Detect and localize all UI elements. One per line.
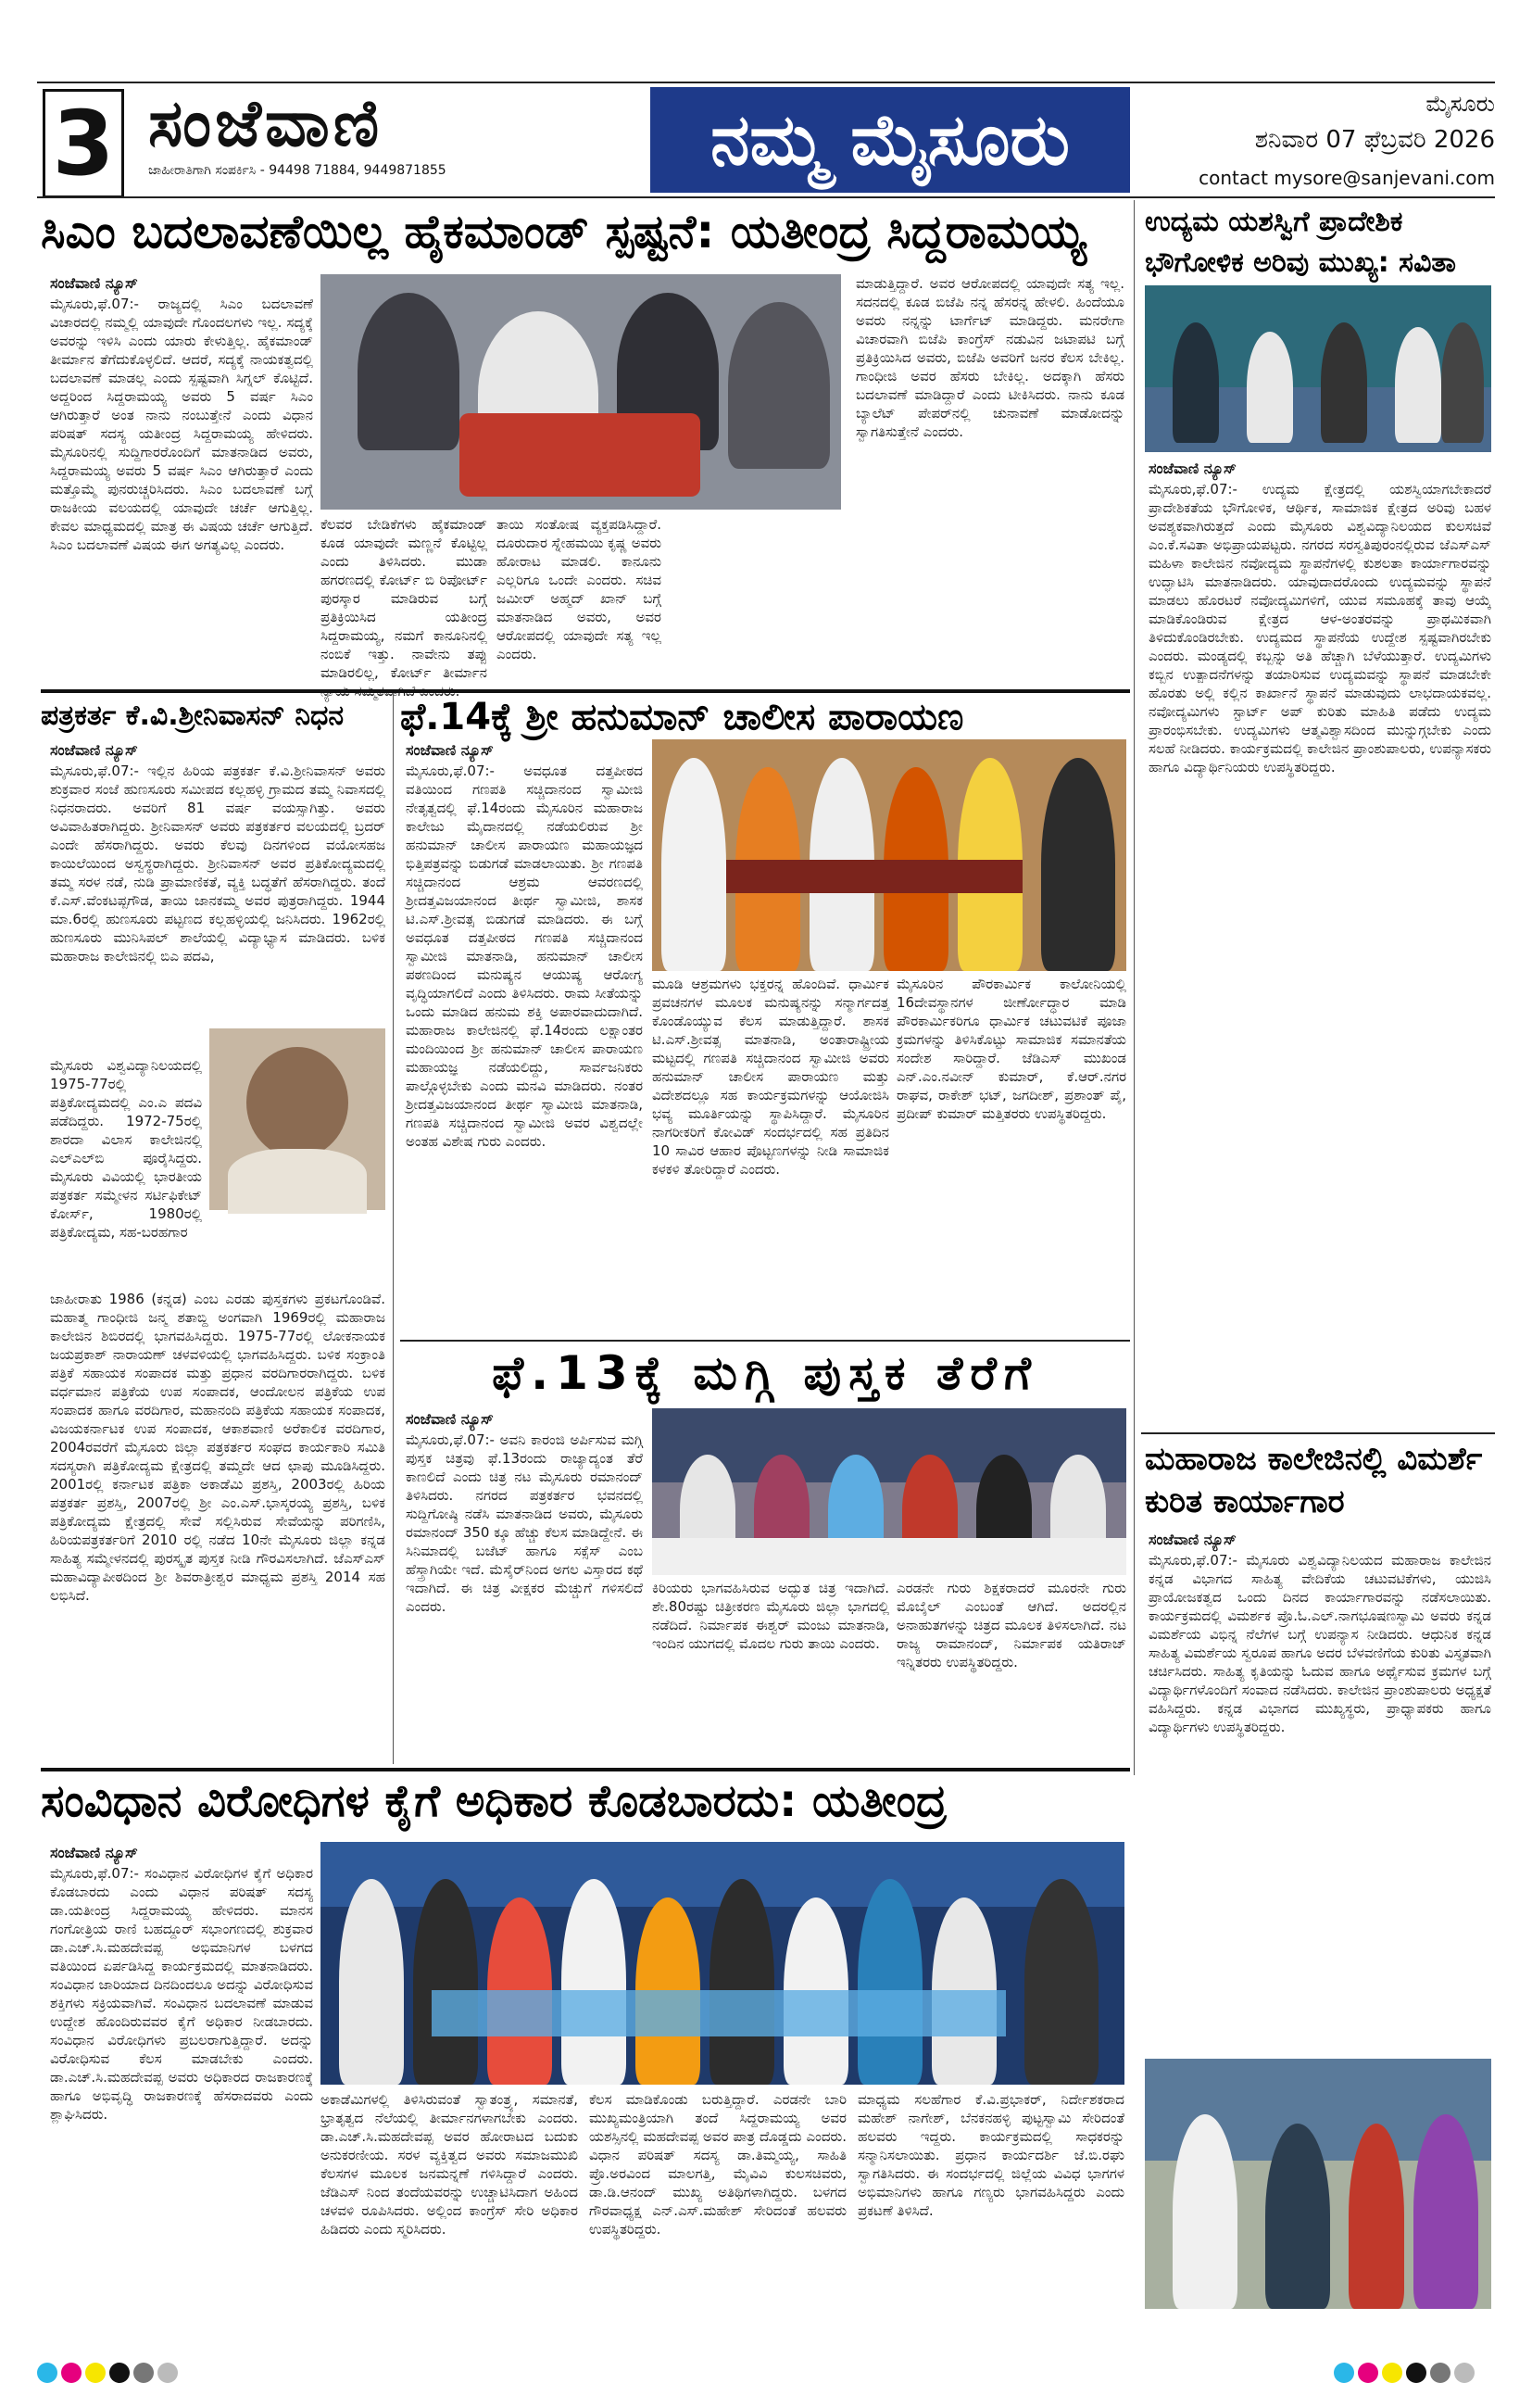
column-rule — [393, 693, 394, 1764]
headline-obit: ಪತ್ರಕರ್ತ ಕೆ.ವಿ.ಶ್ರೀನಿವಾಸನ್ ನಿಧನ — [41, 700, 345, 732]
light-grey-swatch — [157, 2363, 178, 2383]
edition-date: ಶನಿವಾರ 07 ಫೆಬ್ರವರಿ 2026 — [1254, 126, 1495, 154]
article-hanuman-col1: ಮೈಸೂರು,ಫೆ.07:- ಅವಧೂತ ದತ್ತಪೀಠದ ವತಿಯಿಂದ ಗಣಪತಿ ಸಚ್ಚಿದಾನಂದ ಸ್ವಾಮೀಜಿ ನೇತೃತ್ವದಲ್ಲಿ ಫೆ.14ರಂದು ಮೈಸೂರಿನ ಮಹಾರಾಜ ಕಾಲೇಜು ಮೈದಾನದಲ್ಲಿ ನಡೆಯಲಿರುವ ಶ್ರೀ ಹನುಮಾನ್ ಚಾಲೀಸ ಪಾರಾಯಣ ಮಹಾಯಜ್ಞದ ಭಿತ್ತಿಪತ್ರವನ್ನು ಬಿಡುಗಡೆ ಮಾಡಲಾಯಿತು. ಶ್ರೀ ಗಣಪತಿ ಸಚ್ಚಿದಾನಂದ ಆಶ್ರಮ ಆವರಣದಲ್ಲಿ ಶ್ರೀದತ್ತವಿಜಯಾನಂದ ತೀರ್ಥ ಸ್ವಾಮೀಜಿ, ಶಾಸಕ ಟಿ.ಎಸ್.ಶ್ರೀವತ್ಸ ಬಿಡುಗಡೆ ಮಾಡಿದರು. ಈ ಬಗ್ಗೆ ಅವಧೂತ ದತ್ತಪೀಠದ ಗಣಪತಿ ಸಚ್ಚಿದಾನಂದ ಸ್ವಾಮೀಜಿ ಮಾತನಾಡಿ, ಹನುಮಾನ್ ಚಾಲೀಸ ಪಠಣದಿಂದ ಮನುಷ್ಯನ ಆಯುಷ್ಯ ಆರೋಗ್ಯ ವೃದ್ಧಿಯಾಗಲಿದೆ ಎಂದು ತಿಳಿಸಿದರು. ರಾಮ ಸೀತೆಯನ್ನು ಒಂದು ಮಾಡಿದ ಹನುಮ ಶಕ್ತಿ ಅಪಾರವಾದುದಾಗಿದೆ. ಮಹಾರಾಜ ಕಾಲೇಜಿನಲ್ಲಿ ಫೆ.14ರಂದು ಲಕ್ಷಾಂತರ ಮಂದಿಯಿಂದ ಶ್ರೀ ಹನುಮಾನ್ ಚಾಲೀಸ ಪಾರಾಯಣ ಮಹಾಯಜ್ಞ ನಡೆಯಲಿದ್ದು, ಸಾರ್ವಜನಿಕರು ಪಾಲ್ಗೊಳ್ಳಬೇಕು ಎಂದು ಮನವಿ ಮಾಡಿದರು. ನಂತರ ಶ್ರೀದತ್ತವಿಜಯಾನಂದ ತೀರ್ಥ ಸ್ವಾಮೀಜಿ ಮಾತನಾಡಿ, ಗಣಪತಿ ಸಚ್ಚಿದಾನಂದ ಸ್ವಾಮೀಜಿ ಅವರ ವಿಶ್ವದಲ್ಲೇ ಅಂತಹ ವಿಶೇಷ ಗುರು ಎಂದರು. — [406, 763, 643, 1150]
magenta-swatch — [1358, 2363, 1378, 2383]
article-obit-col2: ಮೈಸೂರು ವಿಶ್ವವಿದ್ಯಾನಿಲಯದಲ್ಲಿ 1975-77ರಲ್ಲಿ ಪತ್ರಿಕೋದ್ಯಮದಲ್ಲಿ ಎಂ.ಎ ಪದವಿ ಪಡೆದಿದ್ದರು. 1972-75ರಲ್ಲಿ ಶಾರದಾ ವಿಲಾಸ ಕಾಲೇಜಿನಲ್ಲಿ ಎಲ್‌ಎಲ್‌ಬಿ ಪೂರೈಸಿದ್ದರು. ಮೈಸೂರು ವಿವಿಯಲ್ಲಿ ಭಾರತೀಯ ಪತ್ರಕರ್ತ ಸಮ್ಮೇಳನ ಸರ್ಟಿಫಿಕೇಟ್ ಕೋರ್ಸ್, 1980ರಲ್ಲಿ ಪತ್ರಿಕೋದ್ಯಮ, ಸಹ-ಬರಹಗಾರ — [50, 1057, 202, 1241]
article-constitution-col3: ಕೆಲಸ ಮಾಡಿಕೊಂಡು ಬರುತ್ತಿದ್ದಾರೆ. ಎರಡನೇ ಬಾರಿ ಮುಖ್ಯಮಂತ್ರಿಯಾಗಿ ತಂದೆ ಸಿದ್ದರಾಮಯ್ಯ ಅವರ ಯಶಸ್ಸಿನಲ್ಲಿ ಮಹದೇವಪ್ಪ ಅವರ ಪಾತ್ರ ದೊಡ್ಡದು ಎಂದರು. ವಿಧಾನ ಪರಿಷತ್ ಸದಸ್ಯ ಡಾ.ತಿಮ್ಮಯ್ಯ, ಸಾಹಿತಿ ಪ್ರೊ.ಅರವಿಂದ ಮಾಲಗತ್ತಿ, ಮೈವಿವಿ ಕುಲಸಚಿವರು, ಡಾ.ಡಿ.ಆನಂದ್ ಮುಖ್ಯ ಅತಿಥಿಗಳಾಗಿದ್ದರು. ಬಳಗದ ಗೌರವಾಧ್ಯಕ್ಷ ಎನ್.ಎಸ್.ಮಹೇಶ್ ಸೇರಿದಂತೆ ಹಲವರು ಉಪಸ್ಥಿತರಿದ್ದರು. — [589, 2091, 847, 2238]
article-maggi-col2: ಕಿರಿಯರು ಭಾಗವಹಿಸಿರುವ ಅದ್ಭುತ ಚಿತ್ರ ಇದಾಗಿದೆ. ಶೇ.80ರಷ್ಟು ಚಿತ್ರೀಕರಣ ಮೈಸೂರು ಜಿಲ್ಲಾ ಭಾಗದಲ್ಲಿ ನಡೆದಿದೆ. ನಿರ್ಮಾಪಕ ಈಶ್ವರ್ ಮಂಜು ಮಾತನಾಡಿ, ಇಂದಿನ ಯುಗದಲ್ಲಿ ಮೊದಲ ಗುರು ತಾಯಿ ಎಂದರು. — [652, 1580, 889, 1652]
headline-side2: ಮಹಾರಾಜ ಕಾಲೇಜಿನಲ್ಲಿ ವಿಮರ್ಶೆ ಕುರಿತ ಕಾರ್ಯಾಗಾರ — [1145, 1441, 1483, 1520]
black-swatch — [1406, 2363, 1426, 2383]
divider — [1141, 1432, 1495, 1434]
article-hanuman-col2: ಮೂಡಿ ಆಶ್ರಮಗಳು ಭಕ್ತರನ್ನ ಹೊಂದಿವೆ. ಧಾರ್ಮಿಕ ಪ್ರವಚನಗಳ ಮೂಲಕ ಮನುಷ್ಯನನ್ನು ಸನ್ಮಾರ್ಗದತ್ತ ಕೊಂಡೊಯ್ಯುವ ಕೆಲಸ ಮಾಡುತ್ತಿದ್ದಾರೆ. ಶಾಸಕ ಟಿ.ಎಸ್.ಶ್ರೀವತ್ಸ ಮಾತನಾಡಿ, ಅಂತಾರಾಷ್ಟ್ರೀಯ ಮಟ್ಟದಲ್ಲಿ ಗಣಪತಿ ಸಚ್ಚಿದಾನಂದ ಸ್ವಾಮೀಜಿ ಅವರು ಹನುಮಾನ್ ಚಾಲೀಸ ಪಾರಾಯಣ ಮತ್ತು ವಿದೇಶದಲ್ಲೂ ಸಹ ಕಾರ್ಯಕ್ರಮಗಳನ್ನು ಆಯೋಜಿಸಿ ಭವ್ಯ ಮೂರ್ತಿಯನ್ನು ಸ್ಥಾಪಿಸಿದ್ದಾರೆ. ಮೈಸೂರಿನ ನಾಗರೀಕರಿಗೆ ಕೋವಿಡ್ ಸಂದರ್ಭದಲ್ಲಿ ಸಹ ಪ್ರತಿದಿನ 10 ಸಾವಿರ ಆಹಾರ ಪೊಟ್ಟಣಗಳನ್ನು ನೀಡಿ ಸಾಮಾಜಿಕ ಕಳಕಳಿ ತೋರಿದ್ದಾರೆ ಎಂದರು. — [652, 976, 889, 1178]
yellow-swatch — [85, 2363, 106, 2383]
byline-side2: ಸಂಜೆವಾಣಿ ನ್ಯೂಸ್ — [1149, 1531, 1237, 1548]
masthead-logo: ಸಂಜೆವಾಣಿ — [148, 84, 383, 161]
caption-cm: ಕೆಲವರ ಬೇಡಿಕೆಗಳು ಹೈಕಮಾಂಡ್ ಕೂಡ ಯಾವುದೇ ಮಣ್ಣನೆ ಕೊಟ್ಟಿಲ್ಲ ಎಂದು ತಿಳಿಸಿದರು. ಮುಡಾ ಹಗರಣದಲ್ಲಿ ಕೋರ್ಟ್ ಬಿ ರಿಪೋರ್ಟ್ ಪುರಸ್ಕಾರ ಮಾಡಿರುವ ಬಗ್ಗೆ ಪ್ರತಿಕ್ರಿಯಿಸಿದ ಯತೀಂದ್ರ ಸಿದ್ದರಾಮಯ್ಯ, ನಮಗೆ ಕಾನೂನಿನಲ್ಲಿ ನಂಬಿಕೆ ಇತ್ತು. ನಾವೇನು ತಪ್ಪು ಮಾಡಿರಲಿಲ್ಲ, ಕೋರ್ಟ್ ತೀರ್ಮಾನ — [320, 516, 487, 681]
cyan-swatch — [37, 2363, 57, 2383]
page-number: 3 — [43, 89, 124, 198]
headline-side1: ಉದ್ಯಮ ಯಶಸ್ವಿಗೆ ಪ್ರಾದೇಶಿಕ ಭೌಗೋಳಿಕ ಅರಿವು ಮುಖ್ಯ: ಸವಿತಾ — [1145, 206, 1456, 279]
black-swatch — [109, 2363, 130, 2383]
article-cm-col1: ಮೈಸೂರು,ಫೆ.07:- ರಾಜ್ಯದಲ್ಲಿ ಸಿಎಂ ಬದಲಾವಣೆ ವಿಚಾರದಲ್ಲಿ ನಮ್ಮಲ್ಲಿ ಯಾವುದೇ ಗೊಂದಲಗಳು ಇಲ್ಲ. ಸದ್ಯಕ್ಕೆ ಅವರನ್ನು ಇಳಿಸಿ ಎಂದು ಯಾರು ಕೇಳುತ್ತಿಲ್ಲ. ಹೈಕಮಾಂಡ್ ತೀರ್ಮಾನ ತೆಗೆದುಕೊಳ್ಳಲಿದೆ. ಆದರೆ, ಸದ್ಯಕ್ಕೆ ನಾಯಕತ್ವದಲ್ಲಿ ಬದಲಾವಣೆ ಮಾಡಲ್ಲ ಎಂದು ಸ್ಪಷ್ಟವಾಗಿ ಸಿಗ್ನಲ್ ಕೊಟ್ಟಿದೆ. ಅದ್ದರಿಂದ ಸಿದ್ದರಾಮಯ್ಯ ಅವರು 5 ವರ್ಷ ಸಿಎಂ ಆಗಿರುತ್ತಾರೆ ಅಂತ ನಾನು ನಂಬುತ್ತೇನೆ ಎಂದು ವಿಧಾನ ಪರಿಷತ್ ಸದಸ್ಯ ಯತೀಂದ್ರ ಸಿದ್ದರಾಮಯ್ಯ ಹೇಳಿದರು. ಮೈಸೂರಿನಲ್ಲಿ ಸುದ್ದಿಗಾರರೊಂದಿಗೆ ಮಾತನಾಡಿದ ಅವರು, ಸಿದ್ದರಾಮಯ್ಯ ಅವರು 5 ವರ್ಷ ಸಿಎಂ ಆಗಿರುತ್ತಾರೆ ಎಂದು ಮತ್ತೊಮ್ಮೆ ಪುನರುಚ್ಚರಿಸಿದರು. ಸಿಎಂ ಬದಲಾವಣೆ ಬಗ್ಗೆ ರಾಜಕೀಯ ವಲಯದಲ್ಲಿ ಯಾವುದೇ ಚರ್ಚೆ ಆಗುತ್ತಿಲ್ಲ. ಕೇವಲ ಮಾಧ್ಯಮದಲ್ಲಿ ಮಾತ್ರ ಈ ವಿಷಯ ಚರ್ಚೆ ಆಗುತ್ತಿದೆ. ಸಿಎಂ ಬದಲಾವಣೆ ವಿಷಯ ಈಗ ಅಗತ್ಯವಿಲ್ಲ ಎಂದರು. — [50, 296, 313, 553]
byline-hanuman: ಸಂಜೆವಾಣಿ ನ್ಯೂಸ್ — [406, 741, 494, 759]
grey-swatch — [133, 2363, 154, 2383]
article-maggi-col3: ಎರಡನೇ ಗುರು ಶಿಕ್ಷಕರಾದರೆ ಮೂರನೇ ಗುರು ಮೊಬೈಲ್ ಎಂಬಂತೆ ಆಗಿದೆ. ಅದರಲ್ಲಿನ ಅನಾಹುತಗಳನ್ನು ಚಿತ್ರದ ಮೂಲಕ ತಿಳಿಸಲಾಗಿದೆ. ನಟ ರಾಜ್ಯ ರಾಮಾನಂದ್, ನಿರ್ಮಾಪಕ ಯತಿರಾಜ್ ಇನ್ನಿತರರು ಉಪಸ್ಥಿತರಿದ್ದರು. — [897, 1580, 1126, 1670]
divider — [400, 1340, 1130, 1342]
byline-maggi: ಸಂಜೆವಾಣಿ ನ್ಯೂಸ್ — [406, 1410, 494, 1428]
article-side2-body: ಮೈಸೂರು,ಫೆ.07:- ಮೈಸೂರು ವಿಶ್ವವಿದ್ಯಾನಿಲಯದ ಮಹಾರಾಜ ಕಾಲೇಜಿನ ಕನ್ನಡ ವಿಭಾಗದ ಸಾಹಿತ್ಯ ವೇದಿಕೆಯ ಚಟುವಟಿಕೆಗಳು, ಯುಜಿಸಿ ಪ್ರಾಯೋಜಕತ್ವದ ಒಂದು ದಿನದ ಕಾರ್ಯಾಗಾರವನ್ನು ನಡೆಸಲಾಯಿತು. ಕಾರ್ಯಕ್ರಮದಲ್ಲಿ ವಿಮರ್ಶಕ ಪ್ರೊ.ಓ.ಎಲ್.ನಾಗಭೂಷಣಸ್ವಾಮಿ ಅವರು ಕನ್ನಡ ವಿಮರ್ಶೆಯ ವಿಭಿನ್ನ ನೆಲೆಗಳ ಬಗ್ಗೆ ಉಪನ್ಯಾಸ ನೀಡಿದರು. ಆಧುನಿಕ ಕನ್ನಡ ಸಾಹಿತ್ಯ ವಿಮರ್ಶೆಯ ಸ್ವರೂಪ ಹಾಗೂ ಅದರ ಬೆಳವಣಿಗೆಯ ಕುರಿತು ವಿಸ್ತೃತವಾಗಿ ಚರ್ಚಿಸಿದರು. ಸಾಹಿತ್ಯ ಕೃತಿಯನ್ನು ಓದುವ ಹಾಗೂ ಅರ್ಥೈಸುವ ಕ್ರಮಗಳ ಬಗ್ಗೆ ವಿದ್ಯಾರ್ಥಿಗಳೊಂದಿಗೆ ಸಂವಾದ ನಡೆಸಿದರು. ಕಾಲೇಜಿನ ಪ್ರಾಂಶುಪಾಲರು ಅಧ್ಯಕ್ಷತೆ ವಹಿಸಿದ್ದರು. ಕನ್ನಡ ವಿಭಾಗದ ಮುಖ್ಯಸ್ಥರು, ಪ್ರಾಧ್ಯಾಪಕರು ಹಾಗೂ ವಿದ್ಯಾರ್ಥಿಗಳು ಉಪಸ್ಥಿತರಿದ್ದರು. — [1149, 1552, 1491, 1735]
byline-obit: ಸಂಜೆವಾಣಿ ನ್ಯೂಸ್ — [50, 741, 138, 759]
photo-poster-release — [652, 739, 1126, 971]
headline-hanuman: ಫೆ.14ಕ್ಕೆ ಶ್ರೀ ಹನುಮಾನ್ ಚಾಲೀಸ ಪಾರಾಯಣ — [400, 696, 964, 738]
headline-maggi: ಫೆ.13ಕ್ಕೆ ಮಗ್ಗಿ ಪುಸ್ತಕ ತೆರೆಗೆ — [492, 1346, 1038, 1400]
article-constitution-col4: ಮಾಧ್ಯಮ ಸಲಹೆಗಾರ ಕೆ.ವಿ.ಪ್ರಭಾಕರ್, ನಿರ್ದೇಶಕರಾದ ಮಹೇಶ್ ನಾಗೇಶ್, ಬೆನಕನಹಳ್ಳಿ ಪುಟ್ಟಸ್ವಾಮಿ ಸೇರಿದಂತೆ ಹಲವರು ಇದ್ದರು. ಕಾರ್ಯಕ್ರಮದಲ್ಲಿ ಸಾಧಕರನ್ನು ಸನ್ಮಾನಿಸಲಾಯಿತು. ಪ್ರಧಾನ ಕಾರ್ಯದರ್ಶಿ ಜೆ.ಬಿ.ರಘು ಸ್ವಾಗತಿಸಿದರು. ಈ ಸಂದರ್ಭದಲ್ಲಿ ಜಿಲ್ಲೆಯ ವಿವಿಧ ಭಾಗಗಳ ಅಭಿಮಾನಿಗಳು ಹಾಗೂ ಗಣ್ಯರು ಭಾಗವಹಿಸಿದ್ದರು ಎಂದು ಪ್ರಕಟಣೆ ತಿಳಿಸಿದೆ. — [858, 2091, 1124, 2219]
article-side1-body: ಮೈಸೂರು,ಫೆ.07:- ಉದ್ಯಮ ಕ್ಷೇತ್ರದಲ್ಲಿ ಯಶಸ್ವಿಯಾಗಬೇಕಾದರೆ ಪ್ರಾದೇಶಿಕತೆಯ ಭೌಗೋಳಿಕ, ಆರ್ಥಿಕ, ಸಾಮಾಜಿಕ ಕ್ಷೇತ್ರದ ಅರಿವು ಬಹಳ ಅವಶ್ಯಕವಾಗಿರುತ್ತದೆ ಎಂದು ಮೈಸೂರು ವಿಶ್ವವಿದ್ಯಾನಿಲಯದ ಕುಲಸಚಿವೆ ಎಂ.ಕೆ.ಸವಿತಾ ಅಭಿಪ್ರಾಯಪಟ್ಟರು. ನಗರದ ಸರಸ್ವತಿಪುರಂನಲ್ಲಿರುವ ಜೆಎಸ್‌ಎಸ್ ಮಹಿಳಾ ಕಾಲೇಜಿನ ನವೋದ್ಯಮ ಸ್ಥಾಪನೆಗಳಲ್ಲಿ ಕುಶಲತಾ ಕಾರ್ಯಾಗಾರವನ್ನು ಉದ್ಘಾಟಿಸಿ ಮಾತನಾಡಿದರು. ಯಾವುದಾದರೊಂದು ಉದ್ಯಮವನ್ನು ಸ್ಥಾಪನೆ ಮಾಡಲು ಹೊರಟರೆ ನವೋದ್ಯಮಿಗಳಿಗೆ, ಯುವ ಸಮೂಹಕ್ಕೆ ತಾವು ಆಯ್ಕೆ ಮಾಡಿಕೊಂಡಿರುವ ಕ್ಷೇತ್ರದ ಆಳ-ಅಂತರವನ್ನು ಪ್ರಾಥಮಿಕವಾಗಿ ತಿಳಿದುಕೊಂಡಿರಬೇಕು. ಉದ್ಯಮದ ಸ್ಥಾಪನೆಯ ಉದ್ದೇಶ ಸ್ಪಷ್ಟವಾಗಿರಬೇಕು ಎಂದರು. ಮಂಡ್ಯದಲ್ಲಿ ಕಬ್ಬನ್ನು ಅತಿ ಹೆಚ್ಚಾಗಿ ಬೆಳೆಯುತ್ತಾರೆ. ಉದ್ಯಮಿಗಳು ಕಬ್ಬಿನ ಉತ್ಪಾದನೆಗಳನ್ನು ತಯಾರಿಸುವ ಉದ್ಯಮವನ್ನು ಸ್ಥಾಪನೆ ಮಾಡಬೇಕೇ ಹೊರತು ಅಲ್ಲಿ ಕಲ್ಲಿನ ಕಾರ್ಖಾನೆ ಸ್ಥಾಪನೆ ಮಾಡುವುದು ಲಾಭದಾಯಕವಲ್ಲ. ನವೋದ್ಯಮಿಗಳು ಸ್ಟಾರ್ಟ್ ಅಪ್ ಕುರಿತು ಮಾಹಿತಿ ಪಡೆದು ಉದ್ಯಮ ಪ್ರಾರಂಭಿಸಬೇಕು. ಉದ್ಯಮಿಗಳು ಆತ್ಮವಿಶ್ವಾಸದಿಂದ ಮುನ್ನುಗ್ಗಬೇಕು ಎಂದು ಸಲಹೆ ನೀಡಿದರು. ಕಾರ್ಯಕ್ರಮದಲ್ಲಿ ಕಾಲೇಜಿನ ಪ್ರಾಂಶುಪಾಲರು, ಉಪನ್ಯಾಸಕರು ಹಾಗೂ ವಿದ್ಯಾರ್ಥಿನಿಯರು ಉಪಸ್ಥಿತರಿದ್ದರು. — [1149, 481, 1491, 775]
masthead-contact-line: ಜಾಹೀರಾತಿಗಾಗಿ ಸಂಪರ್ಕಿಸಿ - 94498 71884, 9449871855 — [148, 163, 446, 178]
article-cm-col3: ತಾಯಿ ಸಂತೋಷ ವ್ಯಕ್ತಪಡಿಸಿದ್ದಾರೆ. ದೂರುದಾರ ಸ್ನೇಹಮಯಿ ಕೃಷ್ಣ ಅವರು ಹೋರಾಟ ಮಾಡಲಿ. ಕಾನೂನು ಎಲ್ಲರಿಗೂ ಒಂದೇ ಎಂದರು. ಸಚಿವ ಜಮೀರ್ ಅಹ್ಮದ್ ಖಾನ್ ಬಗ್ಗೆ ಮಾತನಾಡಿದ ಅವರು, ಅವರ ಆರೋಪದಲ್ಲಿ ಯಾವುದೇ ಸತ್ಯ ಇಲ್ಲ ಎಂದರು. — [496, 516, 661, 662]
color-registration-marks-right — [1334, 2363, 1478, 2387]
photo-workshop-inauguration — [1145, 285, 1491, 452]
byline-side1: ಸಂಜೆವಾಣಿ ನ್ಯೂಸ್ — [1149, 460, 1237, 477]
cyan-swatch — [1334, 2363, 1354, 2383]
headline-constitution: ಸಂವಿಧಾನ ವಿರೋಧಿಗಳ ಕೈಗೆ ಅಧಿಕಾರ ಕೊಡಬಾರದು: ಯತೀಂದ್ರ — [41, 1775, 948, 1827]
photo-workshop-lamp-lighting — [1145, 2059, 1491, 2309]
yellow-swatch — [1382, 2363, 1402, 2383]
photo-obituary-portrait — [209, 1028, 385, 1210]
color-registration-marks-left — [37, 2363, 182, 2387]
photo-felicitation-ceremony — [320, 1842, 1124, 2085]
light-grey-swatch — [1454, 2363, 1475, 2383]
edition-city: ಮೈಸೂರು — [1425, 91, 1495, 117]
article-constitution-col2: ಅಕಾಡೆಮಿಗಳಲ್ಲಿ ತಿಳಿಸಿರುವಂತೆ ಸ್ವಾತಂತ್ರ್ಯ, ಸಮಾನತೆ, ಭ್ರಾತೃತ್ವದ ನೆಲೆಯಲ್ಲಿ ತೀರ್ಮಾನಗಳಾಗಬೇಕು ಎಂದರು. ಡಾ.ಎಚ್.ಸಿ.ಮಹದೇವಪ್ಪ ಅವರ ಹೋರಾಟದ ಬದುಕು ಅನುಕರಣೀಯ. ಸರಳ ವ್ಯಕ್ತಿತ್ವದ ಅವರು ಸಮಾಜಮುಖಿ ಕೆಲಸಗಳ ಮೂಲಕ ಜನಮನ್ನಣೆ ಗಳಿಸಿದ್ದಾರೆ ಎಂದರು. ಜೆಡಿಎಸ್ ನಿಂದ ತಂದೆಯವರನ್ನು ಉಚ್ಚಾಟಿಸಿದಾಗ ಅಹಿಂದ ಚಳವಳಿ ರೂಪಿಸಿದರು. ಅಲ್ಲಿಂದ ಕಾಂಗ್ರೆಸ್ ಸೇರಿ ಅಧಿಕಾರ ಹಿಡಿದರು ಎಂದು ಸ್ಮರಿಸಿದರು. — [320, 2091, 578, 2238]
photo-press-meet — [320, 274, 841, 510]
article-cm-col4: ಮಾಡುತ್ತಿದ್ದಾರೆ. ಅವರ ಆರೋಪದಲ್ಲಿ ಯಾವುದೇ ಸತ್ಯ ಇಲ್ಲ. ಸದನದಲ್ಲಿ ಕೂಡ ಬಿಜೆಪಿ ನನ್ನ ಹೆಸರನ್ನ ಹೇಳಲಿ. ಹಿಂದೆಯೂ ಅವರು ನನ್ನನ್ನು ಟಾರ್ಗೆಟ್ ಮಾಡಿದ್ದರು. ಮನರೇಗಾ ವಿಚಾರವಾಗಿ ಬಿಜೆಪಿ ಕಾಂಗ್ರೆಸ್ ನಡುವಿನ ಜಟಾಪಟಿ ಬಗ್ಗೆ ಪ್ರತಿಕ್ರಿಯಿಸಿದ ಅವರು, ಬಿಜೆಪಿ ಅವರಿಗೆ ಜನರ ಕೆಲಸ ಬೇಕಿಲ್ಲ. ಗಾಂಧೀಜಿ ಅವರ ಹೆಸರು ಬೇಕಿಲ್ಲ. ಅದಕ್ಕಾಗಿ ಹೆಸರು ಬದಲಾವಣೆ ಮಾಡಿದ್ದಾರೆ ಎಂದು ಟೀಕಿಸಿದರು. ನಾನು ಕೂಡ ಬ್ಯಾಲೆಟ್ ಪೇಪರ್‌ನಲ್ಲಿ ಚುನಾವಣೆ ಮಾಡೋದನ್ನು ಸ್ವಾಗತಿಸುತ್ತೇನೆ ಎಂದರು. — [856, 275, 1124, 440]
column-rule — [1134, 200, 1135, 1775]
article-constitution-col1: ಮೈಸೂರು,ಫೆ.07:- ಸಂವಿಧಾನ ವಿರೋಧಿಗಳ ಕೈಗೆ ಅಧಿಕಾರ ಕೊಡಬಾರದು ಎಂದು ವಿಧಾನ ಪರಿಷತ್ ಸದಸ್ಯ ಡಾ.ಯತೀಂದ್ರ ಸಿದ್ದರಾಮಯ್ಯ ಹೇಳಿದರು. ಮಾನಸ ಗಂಗೋತ್ರಿಯ ರಾಣಿ ಬಹದ್ದೂರ್ ಸಭಾಂಗಣದಲ್ಲಿ ಶುಕ್ರವಾರ ಡಾ.ಎಚ್.ಸಿ.ಮಹದೇವಪ್ಪ ಅಭಿಮಾನಿಗಳ ಬಳಗದ ವತಿಯಿಂದ ಏರ್ಪಡಿಸಿದ್ದ ಕಾರ್ಯಕ್ರಮದಲ್ಲಿ ಮಾತನಾಡಿದರು. ಸಂವಿಧಾನ ಜಾರಿಯಾದ ದಿನದಿಂದಲೂ ಅದನ್ನು ವಿರೋಧಿಸುವ ಶಕ್ತಿಗಳು ಸಕ್ರಿಯವಾಗಿವೆ. ಸಂವಿಧಾನ ಬದಲಾವಣೆ ಮಾಡುವ ಉದ್ದೇಶ ಹೊಂದಿರುವವರ ಕೈಗೆ ಅಧಿಕಾರ ನೀಡಬಾರದು. ಸಂವಿಧಾನ ವಿರೋಧಿಗಳು ಪ್ರಬಲರಾಗುತ್ತಿದ್ದಾರೆ. ಅದನ್ನು ವಿರೋಧಿಸುವ ಕೆಲಸ ಮಾಡಬೇಕು ಎಂದರು. ಡಾ.ಎಚ್.ಸಿ.ಮಹದೇವಪ್ಪ ಅವರು ಅಧಿಕಾರದ ರಾಜಕಾರಣಕ್ಕೆ ಹಾಗೂ ಅಭಿವೃದ್ಧಿ ರಾಜಕಾರಣಕ್ಕೆ ಹೆಸರಾದವರು ಎಂದು ಶ್ಲಾಘಿಸಿದರು. — [50, 1865, 313, 2123]
byline-cm: ಸಂಜೆವಾಣಿ ನ್ಯೂಸ್ — [50, 274, 138, 292]
magenta-swatch — [61, 2363, 82, 2383]
headline-cm: ಸಿಎಂ ಬದಲಾವಣೆಯಿಲ್ಲ ಹೈಕಮಾಂಡ್ ಸ್ಪಷ್ಟನೆ: ಯತೀಂದ್ರ ಸಿದ್ದರಾಮಯ್ಯ — [41, 205, 1086, 258]
article-obit-body: ಮೈಸೂರು,ಫೆ.07:- ಇಲ್ಲಿನ ಹಿರಿಯ ಪತ್ರಕರ್ತ ಕೆ.ವಿ.ಶ್ರೀನಿವಾಸನ್ ಅವರು ಶುಕ್ರವಾರ ಸಂಜೆ ಹುಣಸೂರು ಸಮೀಪದ ಕಲ್ಲಹಳ್ಳಿ ಗ್ರಾಮದ ತಮ್ಮ ನಿವಾಸದಲ್ಲಿ ನಿಧನರಾದರು. ಅವರಿಗೆ 81 ವರ್ಷ ವಯಸ್ಸಾಗಿತ್ತು. ಅವರು ಅವಿವಾಹಿತರಾಗಿದ್ದರು. ಶ್ರೀನಿವಾಸನ್ ಅವರು ಪತ್ರಕರ್ತರ ವಲಯದಲ್ಲಿ ಬ್ರದರ್ ಎಂದೇ ಹೆಸರಾಗಿದ್ದರು. ಅವರು ಕೆಲವು ದಿನಗಳಿಂದ ವಯೋಸಹಜ ಕಾಯಿಲೆಯಿಂದ ಅಸ್ವಸ್ಥರಾಗಿದ್ದರು. ಶ್ರೀನಿವಾಸನ್ ಅವರ ಪ್ರತಿಕೋದ್ಯಮದಲ್ಲಿ ತಮ್ಮ ಸರಳ ನಡೆ, ನುಡಿ ಪ್ರಾಮಾಣಿಕತೆ, ವ್ಯಕ್ತಿ ಬದ್ಧತೆಗೆ ಹೆಸರಾಗಿದ್ದರು. ತಂದೆ ಕೆ.ಎಸ್.ವೆಂಕಟಪ್ಪಗೌಡ, ತಾಯಿ ಜಾನಕಮ್ಮ ಅವರ ಪುತ್ರರಾಗಿದ್ದರು. 1944 ಮಾ.6ರಲ್ಲಿ ಹುಣಸೂರು ಪಟ್ಟಣದ ಕಲ್ಲಹಳ್ಳಿಯಲ್ಲಿ ಜನಿಸಿದರು. 1962ರಲ್ಲಿ ಹುಣಸೂರು ಮುನಿಸಿಪಲ್ ಶಾಲೆಯಲ್ಲಿ ವಿದ್ಯಾಭ್ಯಾಸ ಮಾಡಿದರು. ಬಳಿಕ ಮಹಾರಾಜ ಕಾಲೇಜಿನಲ್ಲಿ ಬಿಎ ಪದವಿ, — [50, 763, 385, 964]
article-obit-col3: ಜಾಹೀರಾತು 1986 (ಕನ್ನಡ) ಎಂಬ ಎರಡು ಪುಸ್ತಕಗಳು ಪ್ರಕಟಗೊಂಡಿವೆ. ಮಹಾತ್ಮ ಗಾಂಧೀಜಿ ಜನ್ಮ ಶತಾಬ್ದಿ ಅಂಗವಾಗಿ 1969ರಲ್ಲಿ ಮಹಾರಾಜ ಕಾಲೇಜಿನ ಶಿಬಿರದಲ್ಲಿ ಭಾಗವಹಿಸಿದ್ದರು. 1975-77ರಲ್ಲಿ ಲೋಕನಾಯಕ ಜಯಪ್ರಕಾಶ್ ನಾರಾಯಣ್ ಚಳವಳಿಯಲ್ಲಿ ಭಾಗವಹಿಸಿದ್ದರು. ಬಳಿಕ ಸಂಕ್ರಾಂತಿ ಪತ್ರಿಕೆ ಸಹಾಯಕ ಸಂಪಾದಕ ಮತ್ತು ಪ್ರಧಾನ ವರದಿಗಾರರಾಗಿದ್ದರು. ಬಳಿಕ ವರ್ಧಮಾನ ಪತ್ರಿಕೆಯ ಉಪ ಸಂಪಾದಕ, ಆಂದೋಲನ ಪತ್ರಿಕೆಯ ಉಪ ಸಂಪಾದಕ ಹಾಗೂ ವರದಿಗಾರ, ಮಹಾನಂದಿ ಪತ್ರಿಕೆಯ ಸಹಾಯಕ ಸಂಪಾದಕ, ವಿಜಯಕರ್ನಾಟಕ ಉಪ ಸಂಪಾದಕ, ಆಕಾಶವಾಣಿ ಅರೆಕಾಲಿಕ ವರದಿಗಾರ, 2004ರವರೆಗೆ ಮೈಸೂರು ಜಿಲ್ಲಾ ಪತ್ರಕರ್ತರ ಸಂಘದ ಕಾರ್ಯಕಾರಿ ಸಮಿತಿ ಸದಸ್ಯರಾಗಿ ಪತ್ರಿಕೋದ್ಯಮ ಕ್ಷೇತ್ರದಲ್ಲಿ ತಮ್ಮದೇ ಆದ ಛಾಪು ಮೂಡಿಸಿದ್ದರು. 2001ರಲ್ಲಿ ಕರ್ನಾಟಕ ಪತ್ರಿಕಾ ಅಕಾಡೆಮಿ ಪ್ರಶಸ್ತಿ, 2003ರಲ್ಲಿ ಹಿರಿಯ ಪತ್ರಕರ್ತ ಪ್ರಶಸ್ತಿ, 2007ರಲ್ಲಿ ಶ್ರೀ ಎಂ.ಎಸ್.ಭಾಸ್ಕರಯ್ಯ ಪ್ರಶಸ್ತಿ, ಬಳಿಕ ಪತ್ರಿಕೋದ್ಯಮ ಕ್ಷೇತ್ರದಲ್ಲಿ ಸೇವೆ ಸಲ್ಲಿಸಿರುವ ಸೇವೆಯನ್ನು ಪರಿಗಣಿಸಿ, ಹಿರಿಯಪತ್ರಕರ್ತರಿಗೆ 2010 ರಲ್ಲಿ ನಡೆದ 10ನೇ ಮೈಸೂರು ಜಿಲ್ಲಾ ಕನ್ನಡ ಸಾಹಿತ್ಯ ಸಮ್ಮೇಳನದಲ್ಲಿ ಪುರಸ್ಕೃತ ಪುಸ್ತಕ ನೀಡಿ ಗೌರವಿಸಲಾಗಿದೆ. ಜೆಎಸ್‌ಎಸ್ ಮಹಾವಿದ್ಯಾಪೀಠದಿಂದ ಶ್ರೀ ಶಿವರಾತ್ರೀಶ್ವರ ಮಾಧ್ಯಮ ಪ್ರಶಸ್ತಿ 2014 ಸಹ ಲಭಿಸಿದೆ. — [50, 1291, 385, 1604]
header-rule — [37, 196, 1495, 198]
photo-film-press-meet — [652, 1408, 1126, 1575]
article-hanuman-col3: ಮೈಸೂರಿನ ಪೌರಕಾರ್ಮಿಕ ಕಾಲೋನಿಯಲ್ಲಿ 16ದೇವಸ್ಥಾನಗಳ ಜೀರ್ಣೋದ್ಧಾರ ಮಾಡಿ ಪೌರಕಾರ್ಮಿಕರಿಗೂ ಧಾರ್ಮಿಕ ಚಟುವಟಿಕೆ ಪೂಜಾ ಕ್ರಮಗಳನ್ನು ತಿಳಿಸಿಕೊಟ್ಟು ಸಾಮಾಜಿಕ ಸಮಾನತೆಯ ಸಂದೇಶ ಸಾರಿದ್ದಾರೆ. ಜೆಡಿಎಸ್ ಮುಖಂಡ ಎನ್.ಎಂ.ನವೀನ್ ಕುಮಾರ್, ಕೆ.ಆರ್.ನಗರ ರಾಘವ, ರಾಕೇಶ್ ಭಟ್, ಜಗದೀಶ್, ಪ್ರಶಾಂತ್ ಪೈ, ಪ್ರದೀಪ್ ಕುಮಾರ್ ಮತ್ತಿತರರು ಉಪಸ್ಥಿತರಿದ್ದರು. — [897, 976, 1126, 1122]
section-title: ನಮ್ಮ ಮೈಸೂರು — [650, 87, 1130, 193]
grey-swatch — [1430, 2363, 1450, 2383]
byline-constitution: ಸಂಜೆವಾಣಿ ನ್ಯೂಸ್ — [50, 1844, 138, 1861]
top-rule — [37, 82, 1495, 83]
article-maggi-col1: ಮೈಸೂರು,ಫೆ.07:- ಅವನಿ ಕಾರಂಜಿ ಅರ್ಪಿಸುವ ಮಗ್ಗಿ ಪುಸ್ತಕ ಚಿತ್ರವು ಫೆ.13ರಂದು ರಾಜ್ಯಾದ್ಯಂತ ತೆರೆ ಕಾಣಲಿದೆ ಎಂದು ಚಿತ್ರ ನಟ ಮೈಸೂರು ರಮಾನಂದ್ ತಿಳಿಸಿದರು. ನಗರದ ಪತ್ರಕರ್ತರ ಭವನದಲ್ಲಿ ಸುದ್ದಿಗೋಷ್ಠಿ ನಡೆಸಿ ಮಾತನಾಡಿದ ಅವರು, ಮೈಸೂರು ರಮಾನಂದ್ 350 ಕ್ಕೂ ಹೆಚ್ಚು ಕೆಲಸ ಮಾಡಿದ್ದೇನೆ. ಈ ಸಿನಿಮಾದಲ್ಲಿ ಬಜೆಟ್ ಹಾಗೂ ಸಕ್ಸೆಸ್ ಎಂಬ ಹೆಸ್ತ್ರಾಗಿಯೇ ಇದೆ. ಮೆಸೈರ್‌ನಿಂದ ಅಗಲ ವಿಸ್ತಾರದ ಕಥೆ ಇದಾಗಿದೆ. ಈ ಚಿತ್ರ ವೀಕ್ಷಕರ ಮೆಚ್ಚುಗೆ ಗಳಿಸಲಿದೆ ಎಂದರು. — [406, 1431, 643, 1615]
contact-email: contact mysore@sanjevani.com — [1199, 167, 1495, 189]
